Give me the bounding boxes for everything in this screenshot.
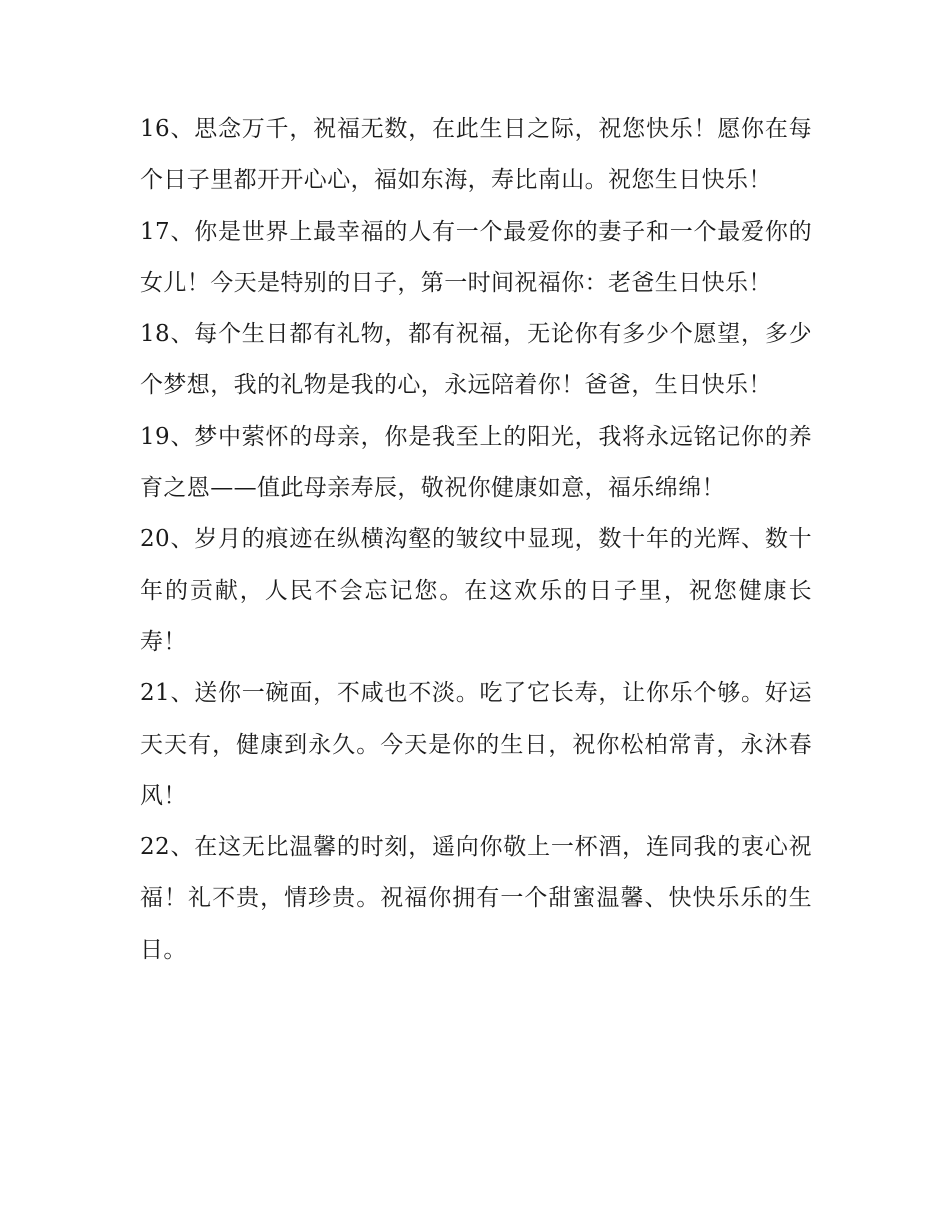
paragraph-21: 21、送你一碗面，不咸也不淡。吃了它长寿，让你乐个够。好运天天有，健康到永久。今天是你的生日，祝你松柏常青，永沐春风！ [140, 680, 812, 809]
paragraph-19: 19、梦中萦怀的母亲，你是我至上的阳光，我将永远铭记你的养育之恩——值此母亲寿辰，敬祝你健康如意，福乐绵绵！ [140, 423, 812, 502]
paragraph-16: 16、思念万千，祝福无数，在此生日之际，祝您快乐！愿你在每个日子里都开开心心，福如东海，寿比南山。祝您生日快乐！ [140, 116, 812, 194]
paragraph-22: 22、在这无比温馨的时刻，遥向你敬上一杯酒，连同我的衷心祝福！礼不贵，情珍贵。祝福你拥有一个甜蜜温馨、快快乐乐的生日。 [140, 834, 812, 963]
paragraph-17: 17、你是世界上最幸福的人有一个最爱你的妻子和一个最爱你的女儿！今天是特别的日子，第一时间祝福你：老爸生日快乐！ [140, 218, 812, 296]
paragraph-20: 20、岁月的痕迹在纵横沟壑的皱纹中显现，数十年的光辉、数十年的贡献，人民不会忘记您。在这欢乐的日子里，祝您健康长寿！ [140, 526, 812, 655]
paragraph-18: 18、每个生日都有礼物，都有祝福，无论你有多少个愿望，多少个梦想，我的礼物是我的心，永远陪着你！爸爸，生日快乐！ [140, 321, 812, 399]
document-body [140, 104, 812, 976]
